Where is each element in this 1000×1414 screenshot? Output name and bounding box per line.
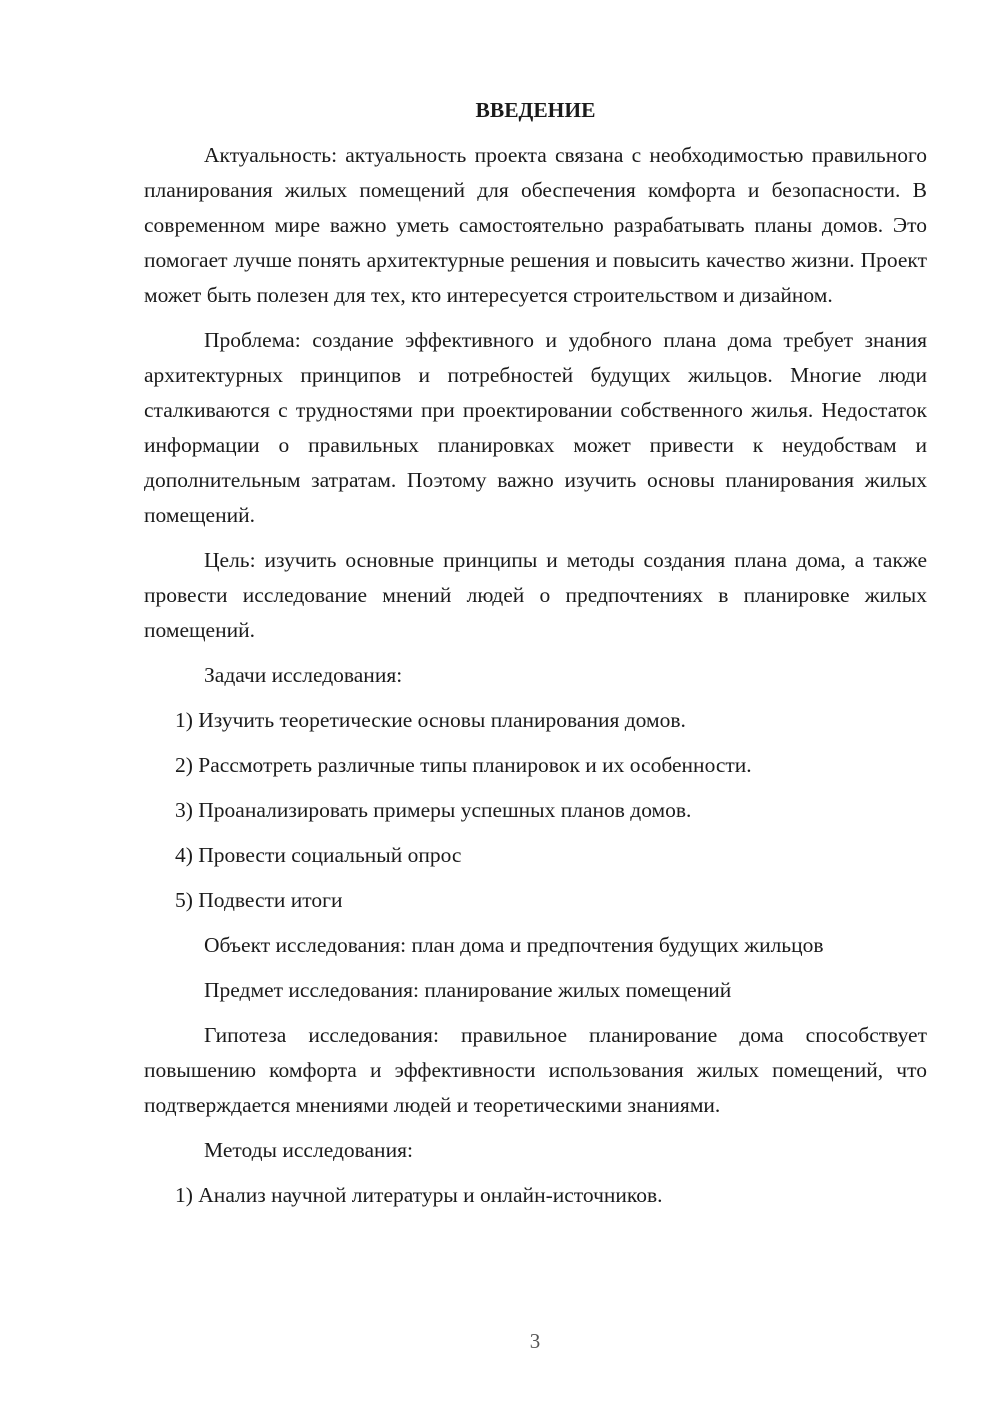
- tasks-heading: Задачи исследования:: [204, 663, 403, 687]
- methods-list: [144, 1178, 927, 1213]
- paragraph-relevance: Актуальность: актуальность проекта связана с необходимостью правильного планирования жилых помещений для обеспечения комфорта и безопасности. В современном мире важно уметь самостоятельно разрабатывать планы домов. Это помогает лучше понять архитектурные решения и повысить качество жизни. Проект может быть полезен для тех, кто интересуется строительством и дизайном.: [144, 143, 927, 307]
- task-item-2: 2) Рассмотреть различные типы планировок и их особенности.: [175, 753, 752, 777]
- methods-heading: Методы исследования:: [204, 1138, 413, 1162]
- paragraph-hypothesis: Гипотеза исследования: правильное планирование дома способствует повышению комфорта и эффективности использования жилых помещений, что подтверждается мнениями людей и теоретическими знаниями.: [144, 1023, 927, 1117]
- section-title: ВВЕДЕНИЕ: [475, 98, 596, 122]
- task-item-1: 1) Изучить теоретические основы планирования домов.: [175, 708, 686, 732]
- paragraph-goal: Цель: изучить основные принципы и методы создания плана дома, а также провести исследование мнений людей о предпочтениях в планировке жилых помещений.: [144, 548, 927, 642]
- task-item-4: 4) Провести социальный опрос: [175, 843, 462, 867]
- document-page: [144, 93, 927, 1223]
- paragraph-problem: Проблема: создание эффективного и удобного плана дома требует знания архитектурных принципов и потребностей будущих жильцов. Многие люди сталкиваются с трудностями при проектировании собственного жилья. Недостаток информации о правильных планировках может привести к неудобствам и дополнительным затратам. Поэтому важно изучить основы планирования жилых помещений.: [144, 328, 927, 527]
- method-item-1: 1) Анализ научной литературы и онлайн-источников.: [175, 1183, 663, 1207]
- task-item-5: 5) Подвести итоги: [175, 888, 343, 912]
- research-object: Объект исследования: план дома и предпочтения будущих жильцов: [204, 933, 824, 957]
- research-subject: Предмет исследования: планирование жилых помещений: [204, 978, 732, 1002]
- page-number: 3: [529, 1329, 541, 1353]
- task-item-3: 3) Проанализировать примеры успешных планов домов.: [175, 798, 692, 822]
- tasks-list: [144, 703, 927, 918]
